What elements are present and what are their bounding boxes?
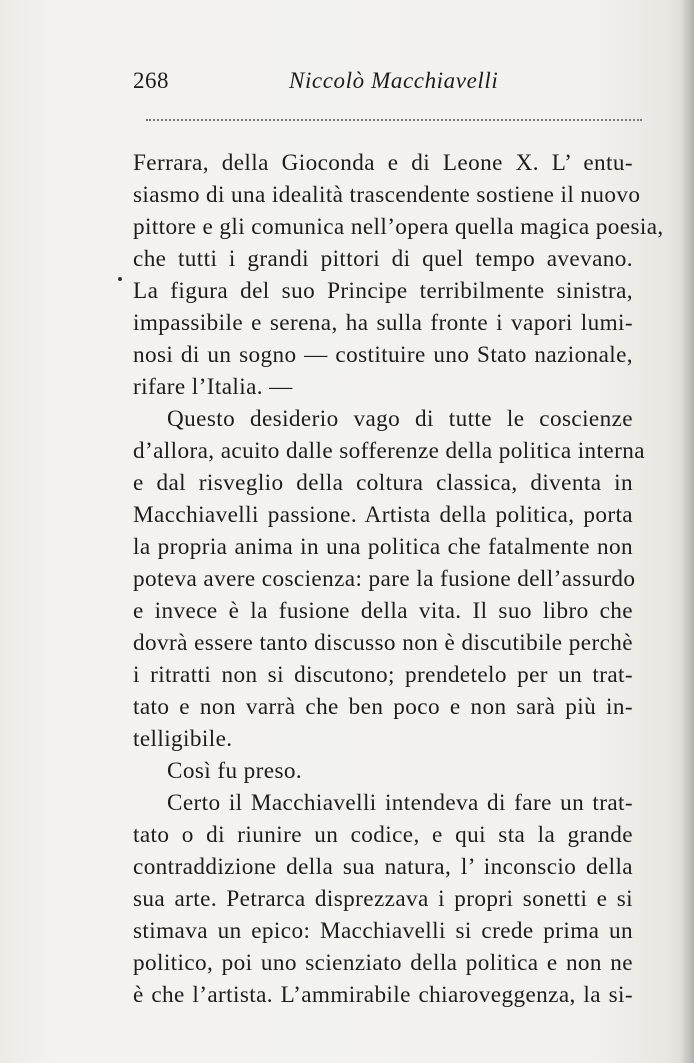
text-line: Questo desiderio vago di tutte le coscienze: [167, 406, 633, 432]
body-text: [133, 147, 664, 1011]
page-gutter-shadow: [680, 0, 694, 1063]
text-line: Certo il Macchiavelli intendeva di fare un trat-: [167, 790, 633, 816]
text-line: Così fu preso.: [167, 758, 303, 784]
text-line: Macchiavelli passione. Artista della politica, porta: [133, 502, 633, 528]
text-line: pittore e gli comunica nell’opera quella magica poesia,: [133, 214, 664, 240]
page-number: 268: [133, 68, 169, 93]
text-line: nosi di un sogno — costituire uno Stato nazionale,: [133, 342, 633, 368]
text-line: la propria anima in una politica che fatalmente non: [133, 534, 633, 560]
text-line: sua arte. Petrarca disprezzava i propri sonetti e si: [133, 886, 633, 912]
text-line: d’allora, acuito dalle sofferenze della politica interna: [133, 438, 645, 464]
text-line: stimava un epico: Macchiavelli si crede prima un: [133, 918, 633, 944]
text-line: che tutti i grandi pittori di quel tempo avevano.: [133, 246, 633, 272]
text-line: i ritratti non si discutono; prendetelo per un trat-: [133, 662, 633, 688]
text-line: siasmo di una idealità trascendente sostiene il nuovo: [133, 182, 641, 208]
text-line: La figura del suo Principe terribilmente sinistra,: [133, 278, 633, 304]
text-line: tato o di riunire un codice, e qui sta la grande: [133, 822, 633, 848]
text-line: è che l’artista. L’ammirabile chiaroveggenza, la si-: [133, 982, 633, 1008]
text-line: rifare l’Italia. —: [133, 374, 293, 400]
text-line: telligibile.: [133, 726, 233, 752]
header-divider: [146, 119, 642, 121]
text-line: contraddizione della sua natura, l’ inconscio della: [133, 854, 633, 880]
text-line: e invece è la fusione della vita. Il suo libro che: [133, 598, 633, 624]
text-line: tato e non varrà che ben poco e non sarà più in-: [133, 694, 633, 720]
text-line: Ferrara, della Gioconda e di Leone X. L’ entu-: [133, 150, 633, 176]
text-line: e dal risveglio della coltura classica, diventa in: [133, 470, 633, 496]
text-line: impassibile e serena, ha sulla fronte i vapori lumi-: [133, 310, 633, 336]
text-line: politico, poi uno scienziato della politica e non ne: [133, 950, 633, 976]
running-title: Niccolò Macchiavelli: [289, 68, 499, 93]
page-header: [133, 68, 633, 108]
margin-mark: [118, 277, 122, 281]
text-line: dovrà essere tanto discusso non è discutibile perchè: [133, 630, 633, 656]
text-line: poteva avere coscienza: pare la fusione dell’assurdo: [133, 566, 636, 592]
